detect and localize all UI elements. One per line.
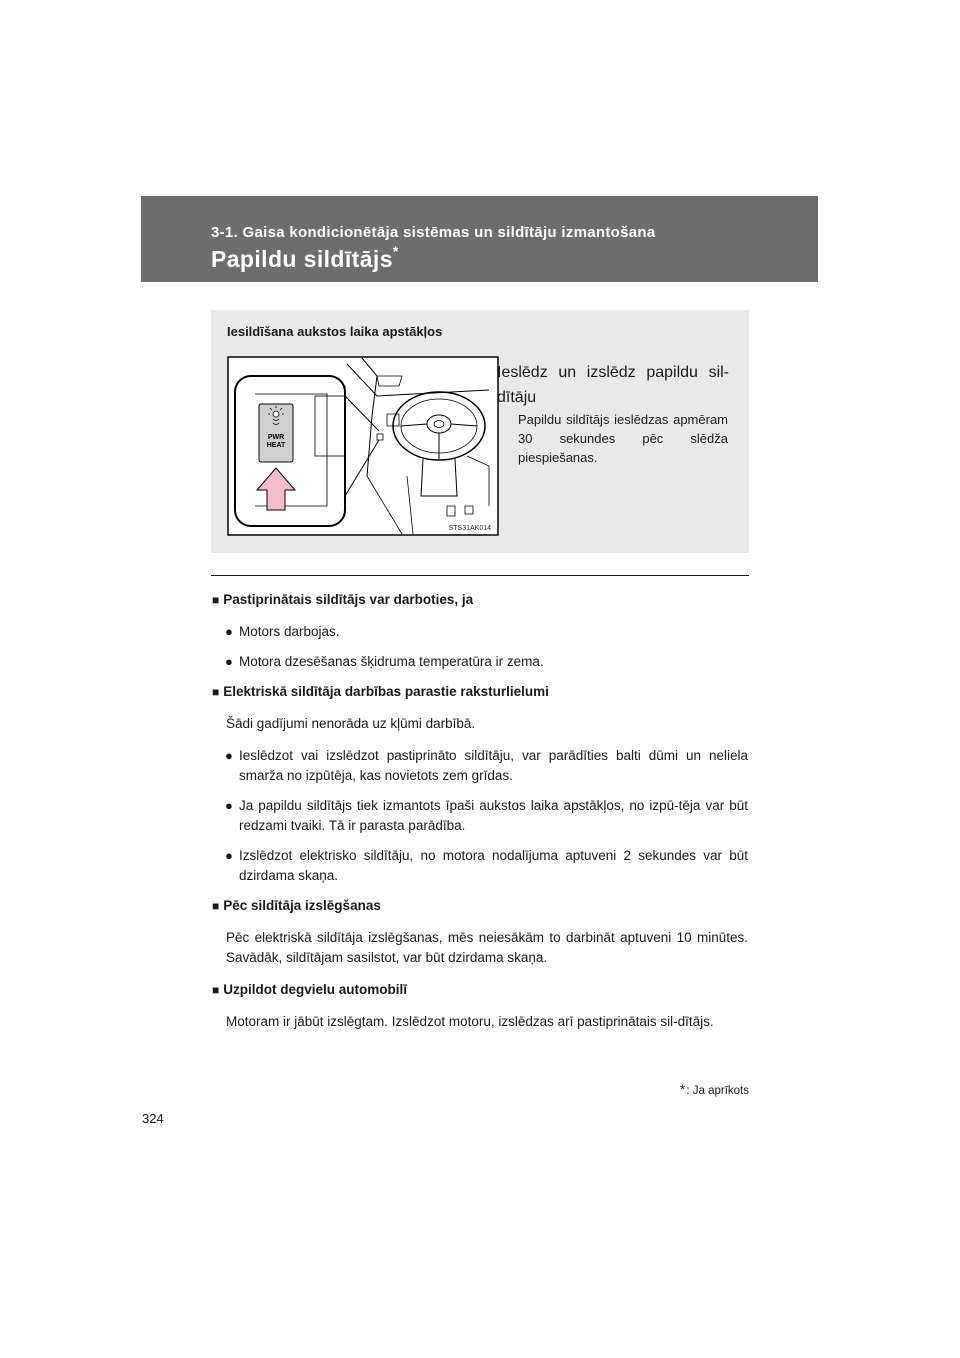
list-item (212, 746, 748, 786)
note-heading-text: Pastiprinātais sildītājs var darboties, ja (223, 592, 474, 607)
note-paragraph: Motoram ir jābūt izslēgtam. Izslēdzot motoru, izslēdzas arī pastiprinātais sil-dītājs. (226, 1014, 714, 1029)
list-item-text: Motora dzesēšanas šķidruma temperatūra ir zema. (239, 654, 544, 669)
circle-bullet-icon: ● (225, 848, 233, 863)
footnote-text: : Ja aprīkots (686, 1085, 749, 1097)
footnote (680, 1081, 749, 1097)
page-title (211, 243, 399, 273)
note-heading-text: Uzpildot degvielu automobilī (223, 982, 407, 997)
note-heading (212, 896, 748, 916)
button-label-heat: HEAT (266, 442, 286, 449)
list-item (212, 846, 748, 886)
square-bullet-icon: ■ (212, 983, 220, 997)
list-item (212, 622, 748, 642)
list-item-text: Ja papildu sildītājs tiek izmantots īpaši aukstos laika apstākļos, no izpū-tēja var būt redzami tvaiki. Tā ir parasta parādība. (239, 798, 748, 833)
page-title-text: Papildu sildītājs (211, 246, 393, 272)
list-item (212, 652, 748, 672)
note-paragraph: Šādi gadījumi nenorāda uz kļūmi darbībā. (226, 716, 476, 731)
list-item-text: Izslēdzot elektrisko sildītāju, no motora nodalījuma aptuveni 2 sekundes var būt dzirdama skaņa. (239, 848, 748, 883)
circle-bullet-icon: ● (225, 654, 233, 669)
circle-bullet-icon: ● (225, 748, 233, 763)
list-item-text: Motors darbojas. (239, 624, 340, 639)
procedure-heading: Iesildīšana aukstos laika apstākļos (227, 324, 443, 339)
note-heading-text: Elektriskā sildītāja darbības parastie raksturlielumi (223, 684, 549, 699)
step-title: Ieslēdz un izslēdz papildu sil-dītāju (497, 364, 729, 406)
note-heading (212, 682, 748, 702)
note-heading (212, 980, 748, 1000)
square-bullet-icon: ■ (212, 685, 220, 699)
notes-content (212, 590, 748, 1044)
note-heading-text: Pēc sildītāja izslēgšanas (223, 898, 381, 913)
note-heading (212, 590, 748, 610)
divider (211, 575, 749, 576)
step-description: Papildu sildītājs ieslēdzas apmēram 30 sekundes pēc slēdža piespiešanas. (518, 412, 728, 465)
figure-code: STS31AK014 (448, 525, 491, 532)
circle-bullet-icon: ● (225, 624, 233, 639)
circle-bullet-icon: ● (225, 798, 233, 813)
section-title: 3-1. Gaisa kondicionētāja sistēmas un sildītāju izmantošana (211, 224, 656, 241)
dashboard-drawing (227, 356, 499, 536)
chapter-header (141, 196, 818, 282)
asterisk-icon: * (679, 1081, 686, 1097)
procedure-box (211, 310, 749, 553)
optional-equipment-mark: * (392, 243, 399, 259)
list-item (212, 796, 748, 836)
page-number: 324 (142, 1111, 164, 1126)
dashboard-illustration (227, 356, 499, 536)
square-bullet-icon: ■ (212, 899, 220, 913)
note-paragraph: Pēc elektriskā sildītāja izslēgšanas, mēs neiesākām to darbināt aptuveni 10 minūtes. Savādāk, sildītājam sasilstot, var būt dzirdama skaņa. (226, 930, 748, 965)
list-item-text: Ieslēdzot vai izslēdzot pastiprināto sildītāju, var parādīties balti dūmi un neliela smarža no izpūtēja, kas novietots zem grīdas. (239, 748, 748, 783)
button-label-pwr: PWR (267, 434, 285, 441)
square-bullet-icon: ■ (212, 593, 220, 607)
